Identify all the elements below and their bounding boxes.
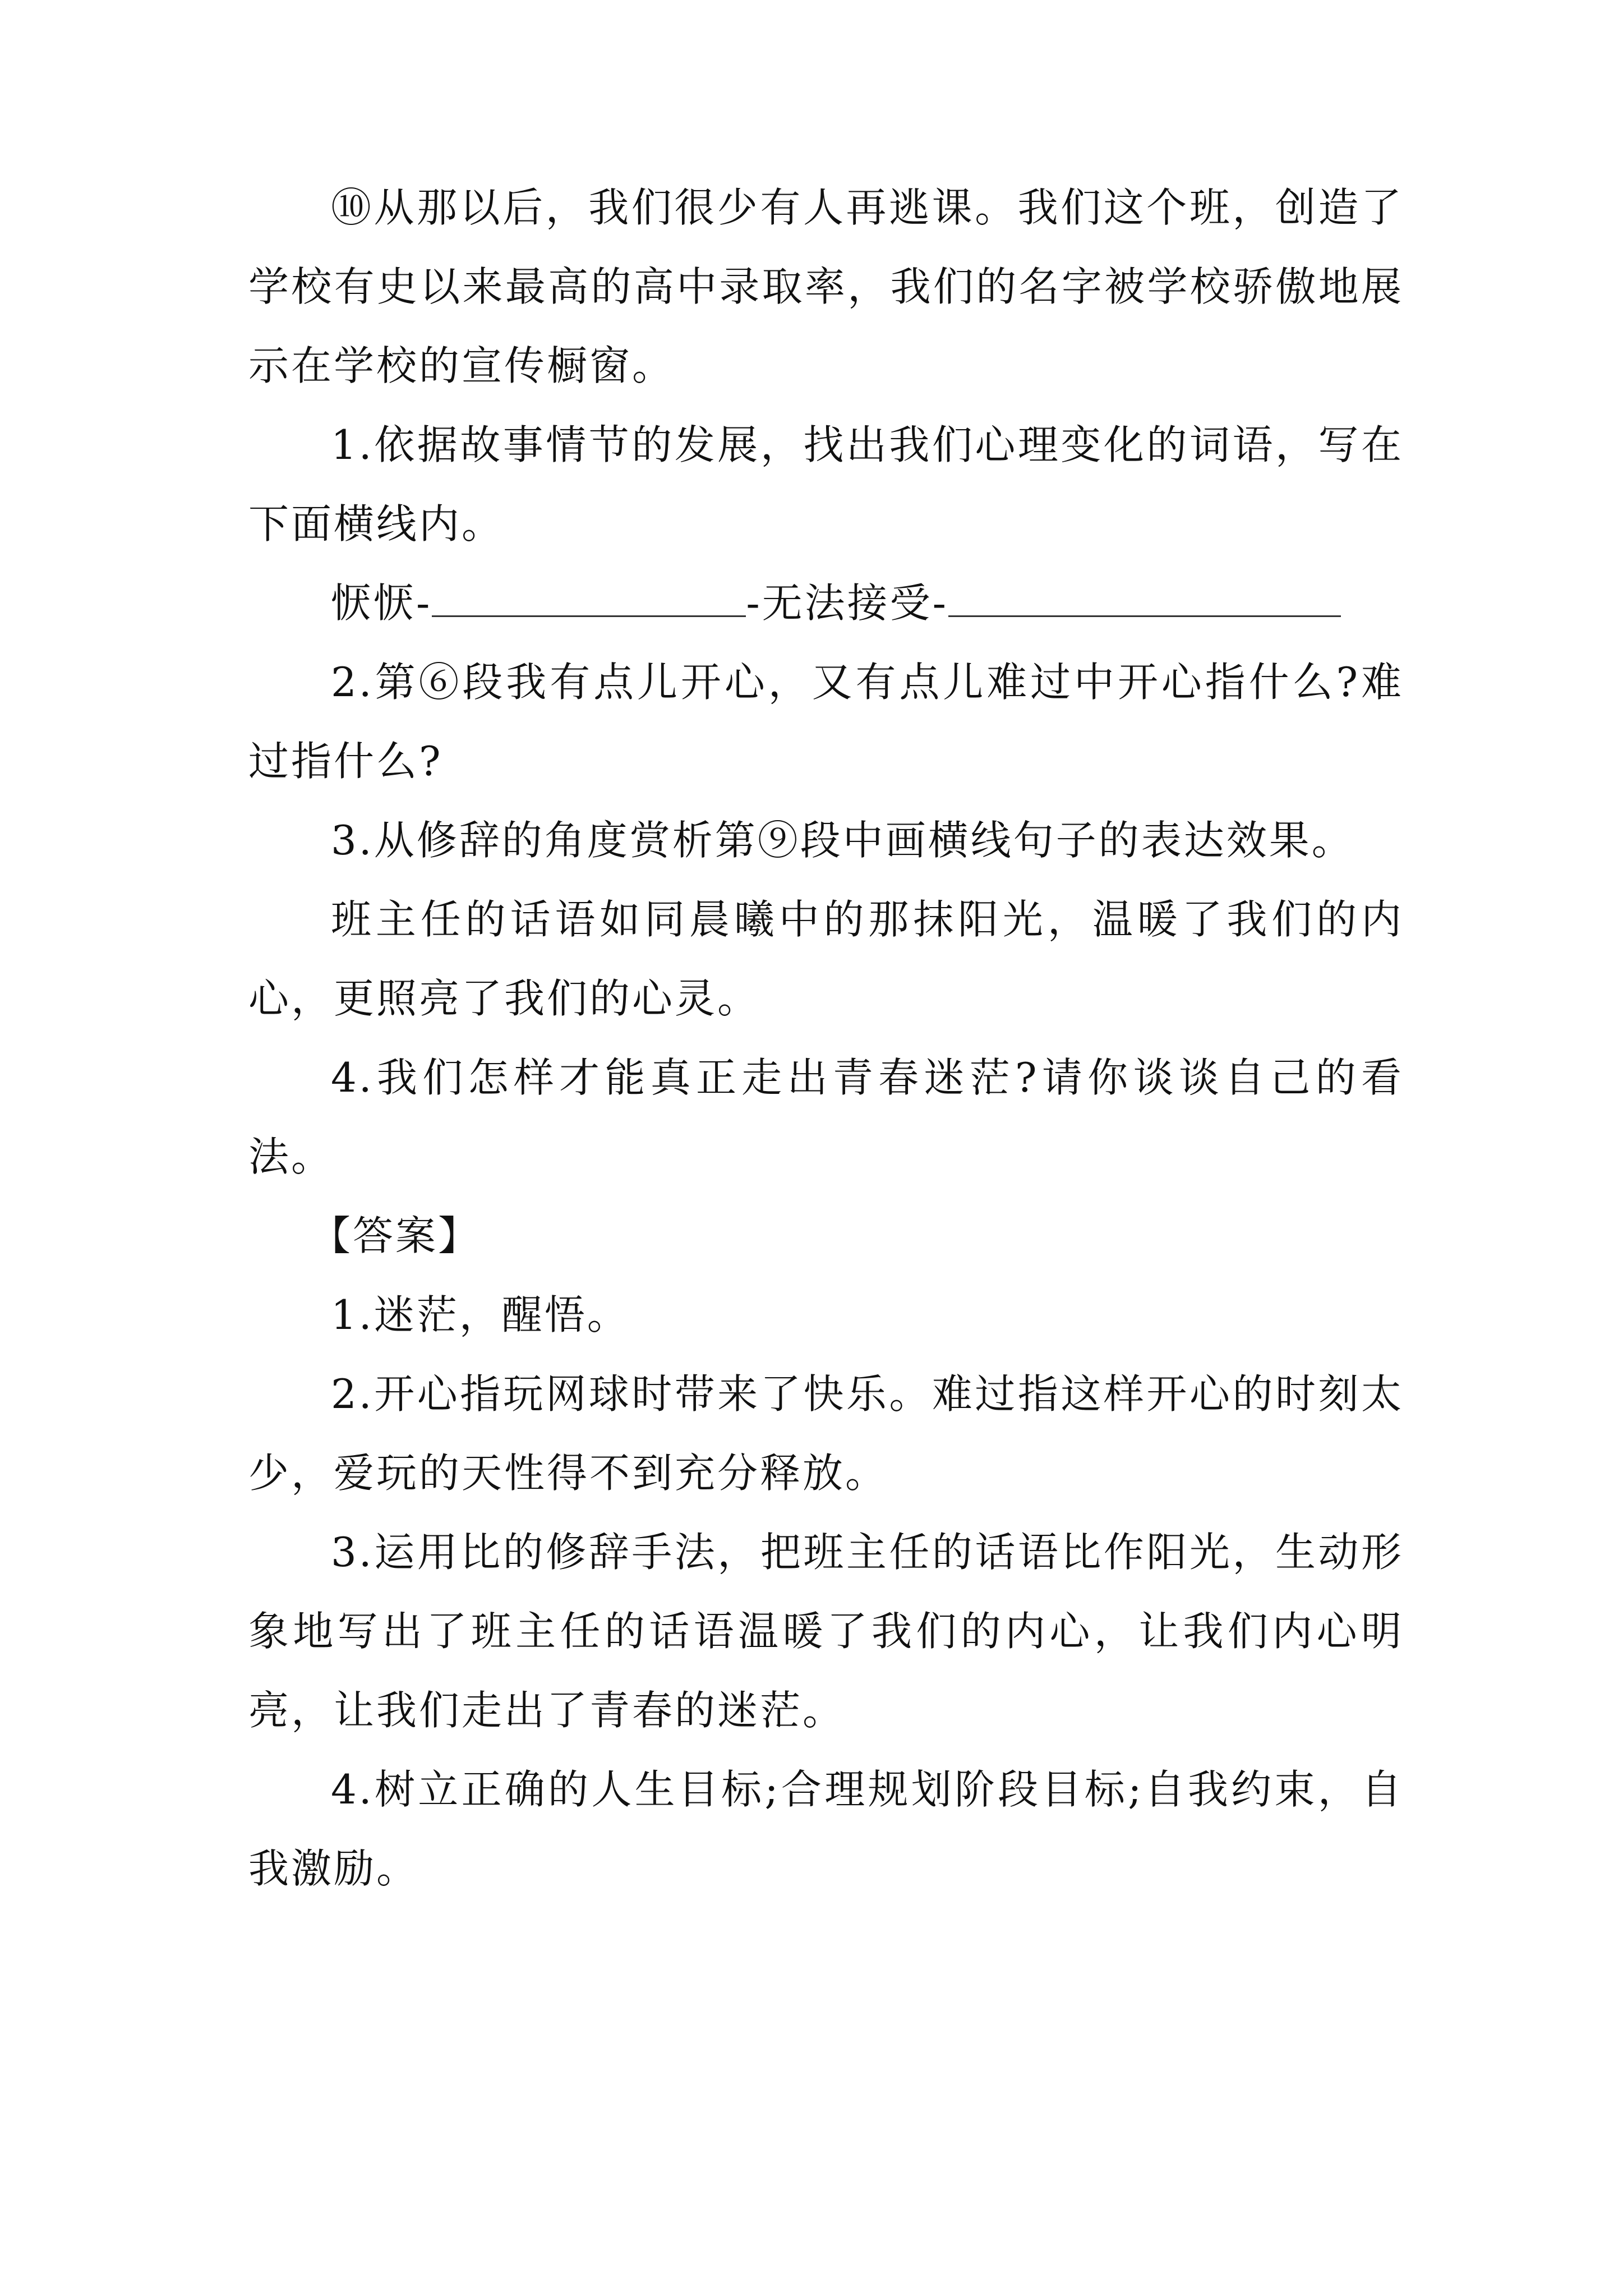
question-3-sentence: 班主任的话语如同晨曦中的那抹阳光，温暖了我们的内心，更照亮了我们的心灵。: [248, 896, 1404, 1022]
passage-paragraph-10: ⑩从那以后，我们很少有人再逃课。我们这个班，创造了学校有史以来最高的高中录取率，我们的名字被学校骄傲地展示在学校的宣传橱窗。: [248, 184, 1404, 389]
answer-4: 4.树立正确的人生目标;合理规划阶段目标;自我约束，自我激励。: [248, 1766, 1404, 1892]
fill-start-word: 恹恹-: [331, 579, 432, 627]
question-1-fill-line: [248, 564, 1404, 643]
answer-blank-1[interactable]: [432, 581, 746, 617]
answers-heading: 【答案】: [310, 1212, 481, 1259]
answer-1: 1.迷茫，醒悟。: [331, 1291, 630, 1338]
answer-3: 3.运用比的修辞手法，把班主任的话语比作阳光，生动形象地写出了班主任的话语温暖了我们的内心，让我们内心明亮，让我们走出了青春的迷茫。: [248, 1529, 1404, 1734]
document-page: [248, 168, 1404, 1908]
question-2: 2.第⑥段我有点儿开心，又有点儿难过中开心指什么?难过指什么?: [248, 659, 1404, 785]
question-4: 4.我们怎样才能真正走出青春迷茫?请你谈谈自己的看法。: [248, 1054, 1404, 1180]
answer-blank-2[interactable]: [948, 581, 1341, 617]
answer-2: 2.开心指玩网球时带来了快乐。难过指这样开心的时刻太少，爱玩的天性得不到充分释放。: [248, 1370, 1404, 1497]
question-1: 1.依据故事情节的发展，找出我们心理变化的词语，写在下面横线内。: [248, 421, 1404, 547]
question-3: 3.从修辞的角度赏析第⑨段中画横线句子的表达效果。: [331, 817, 1354, 864]
fill-middle-word: -无法接受-: [746, 579, 949, 627]
